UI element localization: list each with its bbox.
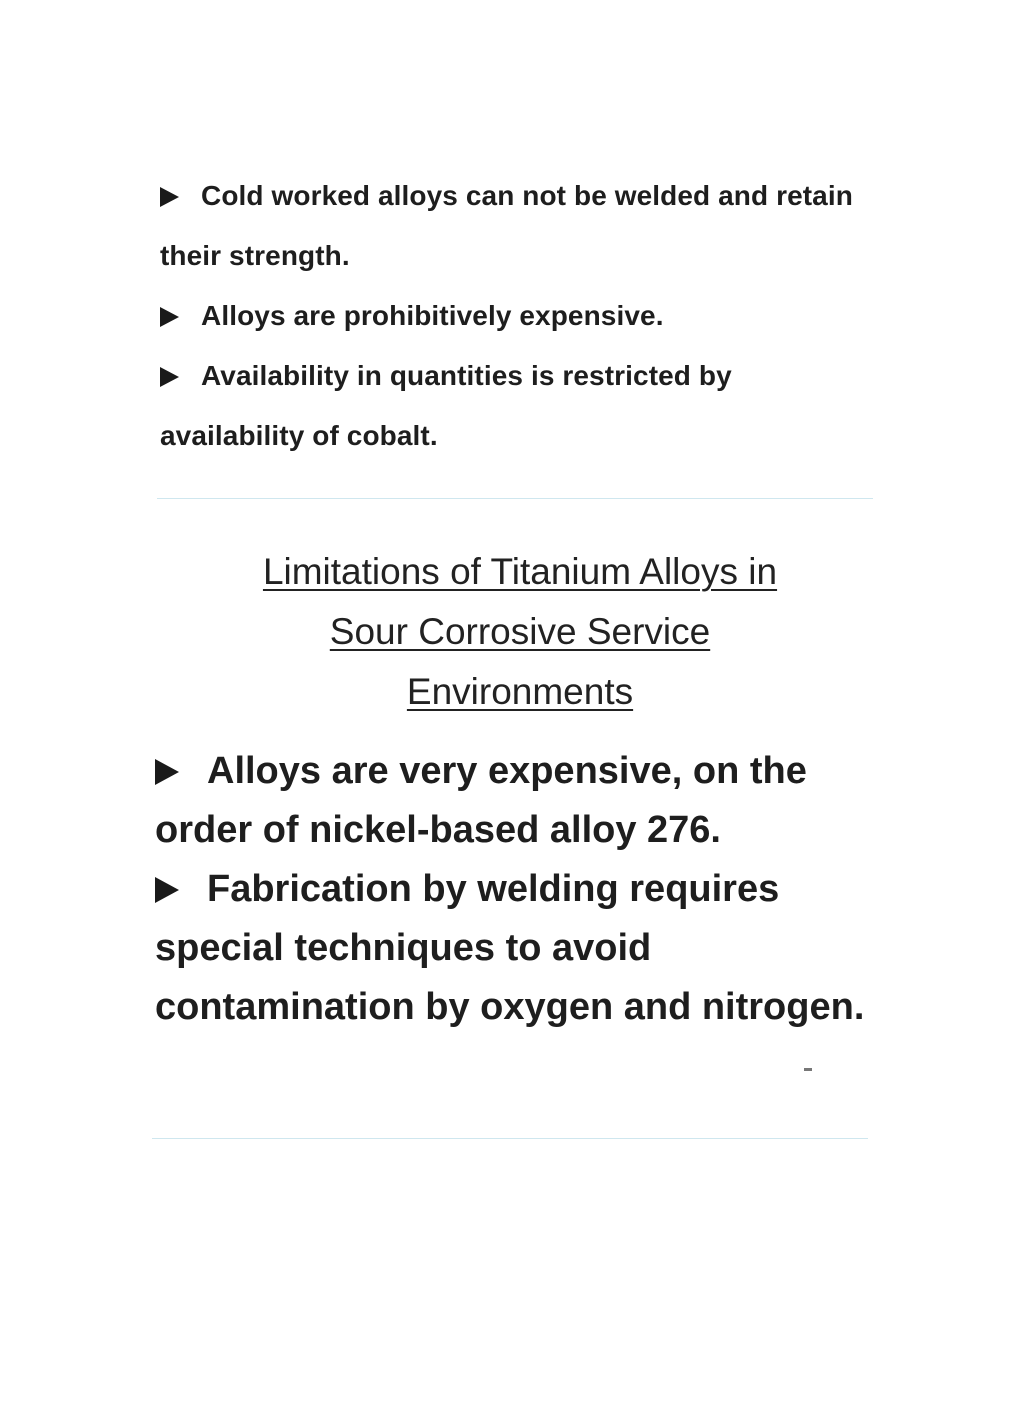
list-item: Fabrication by welding requires special techniques to avoid contamination by oxygen and nitrogen. xyxy=(155,868,865,1028)
triangle-right-icon xyxy=(155,759,179,785)
titanium-limitations-list xyxy=(155,742,875,1037)
triangle-right-icon xyxy=(160,187,179,207)
section-title xyxy=(180,542,860,722)
section-title-line-2: Sour Corrosive Service xyxy=(329,611,711,652)
list-item: Cold worked alloys can not be welded and retain their strength. xyxy=(160,180,853,271)
triangle-right-icon xyxy=(160,307,179,327)
divider xyxy=(152,1138,868,1139)
section-title-line-3: Environments xyxy=(406,671,634,712)
cobalt-limitations-list xyxy=(160,166,860,466)
scan-speck xyxy=(804,1068,812,1071)
section-title-line-1: Limitations of Titanium Alloys in xyxy=(262,551,778,592)
divider xyxy=(157,498,873,499)
list-item: Alloys are very expensive, on the order of nickel-based alloy 276. xyxy=(155,750,807,851)
list-item: Alloys are prohibitively expensive. xyxy=(160,286,860,346)
triangle-right-icon xyxy=(160,367,179,387)
triangle-right-icon xyxy=(155,877,179,903)
list-item: Availability in quantities is restricted by availability of cobalt. xyxy=(160,360,732,451)
